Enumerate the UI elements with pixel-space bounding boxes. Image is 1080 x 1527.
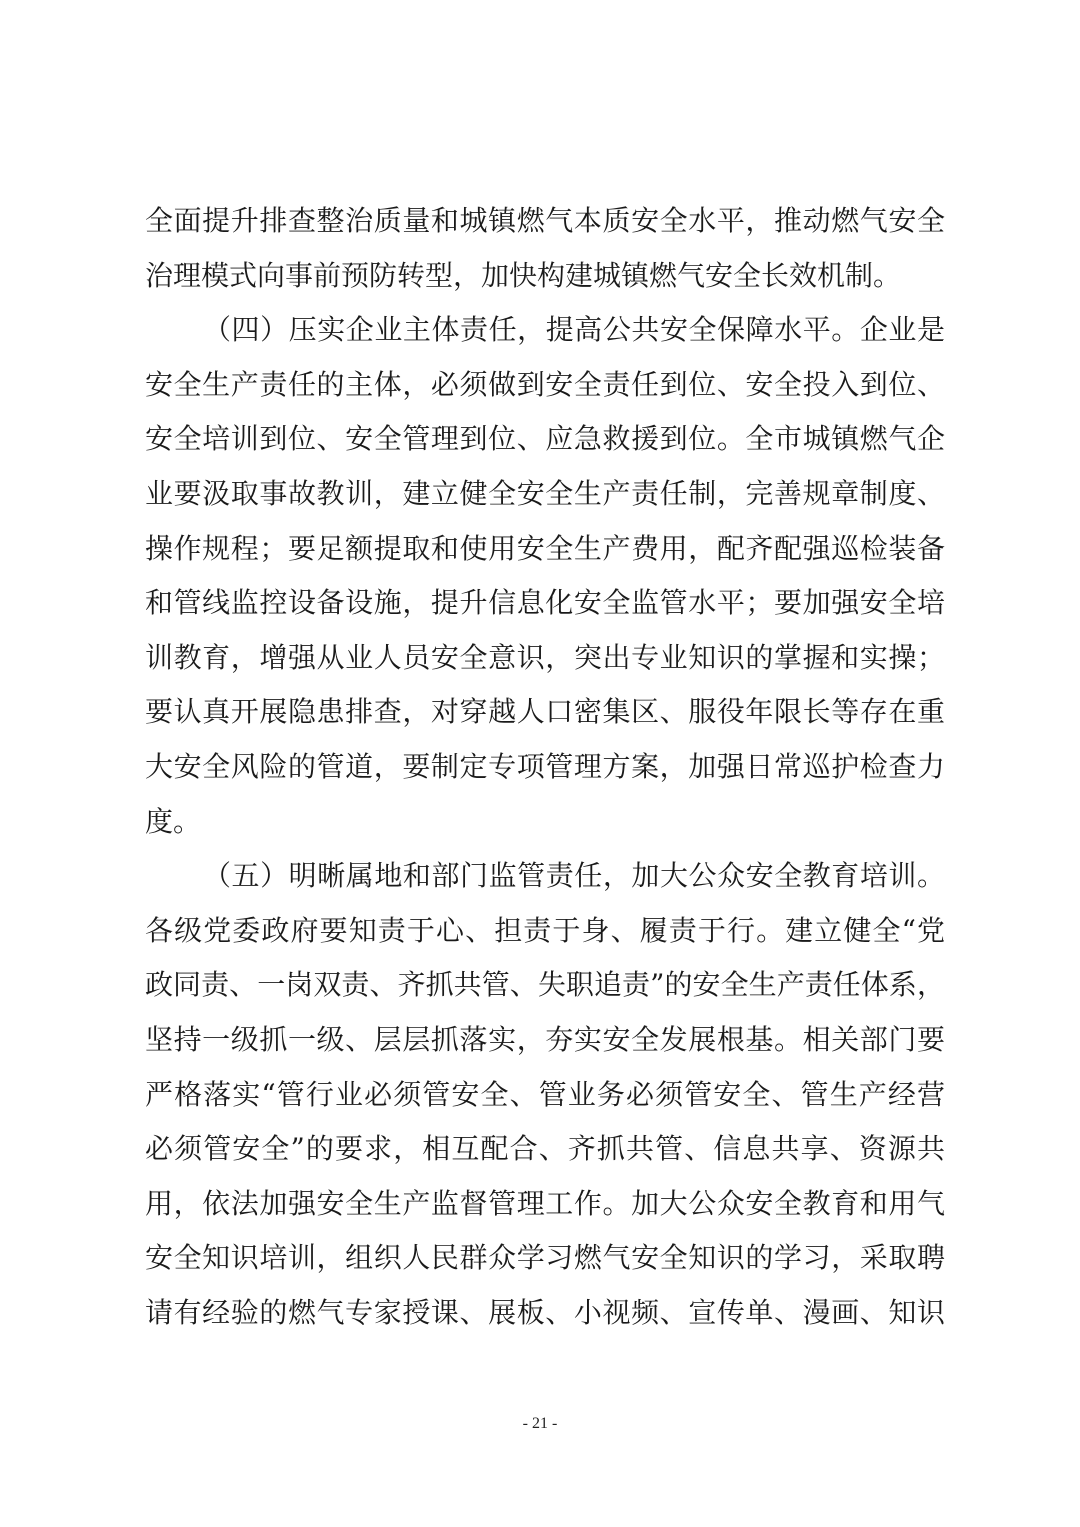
text-line-2: 治理模式向事前预防转型，加快构建城镇燃气安全长效机制。 xyxy=(145,258,902,292)
text-line-18: 必须管安全”的要求，相互配合、齐抓共管、信息共享、资源共 xyxy=(145,1132,945,1166)
text-line-21: 请有经验的燃气专家授课、展板、小视频、宣传单、漫画、知识 xyxy=(145,1295,945,1329)
text-line-5: 安全培训到位、安全管理到位、应急救援到位。全市城镇燃气企 xyxy=(145,422,945,456)
text-line-7: 操作规程；要足额提取和使用安全生产费用，配齐配强巡检装备 xyxy=(145,531,945,565)
text-line-17: 严格落实“管行业必须管安全、管业务必须管安全、管生产经营 xyxy=(145,1077,945,1111)
text-line-12: 度。 xyxy=(145,804,202,838)
text-line-1: 全面提升排查整治质量和城镇燃气本质安全水平，推动燃气安全 xyxy=(145,204,945,237)
text-line-14: 各级党委政府要知责于心、担责于身、履责于行。建立健全“党 xyxy=(145,913,945,947)
text-line-4: 安全生产责任的主体，必须做到安全责任到位、安全投入到位、 xyxy=(145,367,945,401)
section-heading-4: （四）压实企业主体责任，提高公共安全保障水平。企业是 xyxy=(203,313,945,347)
text-line-15: 政同责、一岗双责、齐抓共管、失职追责”的安全生产责任体系， xyxy=(145,968,945,1002)
text-line-20: 安全知识培训，组织人民群众学习燃气安全知识的学习，采取聘 xyxy=(145,1241,945,1275)
text-line-8: 和管线监控设备设施，提升信息化安全监管水平；要加强安全培 xyxy=(145,586,945,620)
page-number: - 21 - xyxy=(522,1415,558,1432)
text-line-11: 大安全风险的管道，要制定专项管理方案，加强日常巡护检查力 xyxy=(145,749,945,783)
text-line-16: 坚持一级抓一级、层层抓落实，夯实安全发展根基。相关部门要 xyxy=(145,1022,945,1056)
text-line-19: 用，依法加强安全生产监督管理工作。加大公众安全教育和用气 xyxy=(145,1186,945,1220)
section-heading-5: （五）明晰属地和部门监管责任，加大公众安全教育培训。 xyxy=(203,859,945,893)
text-line-10: 要认真开展隐患排查，对穿越人口密集区、服役年限长等存在重 xyxy=(145,695,945,729)
text-line-9: 训教育，增强从业人员安全意识，突出专业知识的掌握和实操； xyxy=(145,640,945,674)
body-text xyxy=(145,194,945,1340)
text-line-6: 业要汲取事故教训，建立健全安全生产责任制，完善规章制度、 xyxy=(145,476,945,510)
